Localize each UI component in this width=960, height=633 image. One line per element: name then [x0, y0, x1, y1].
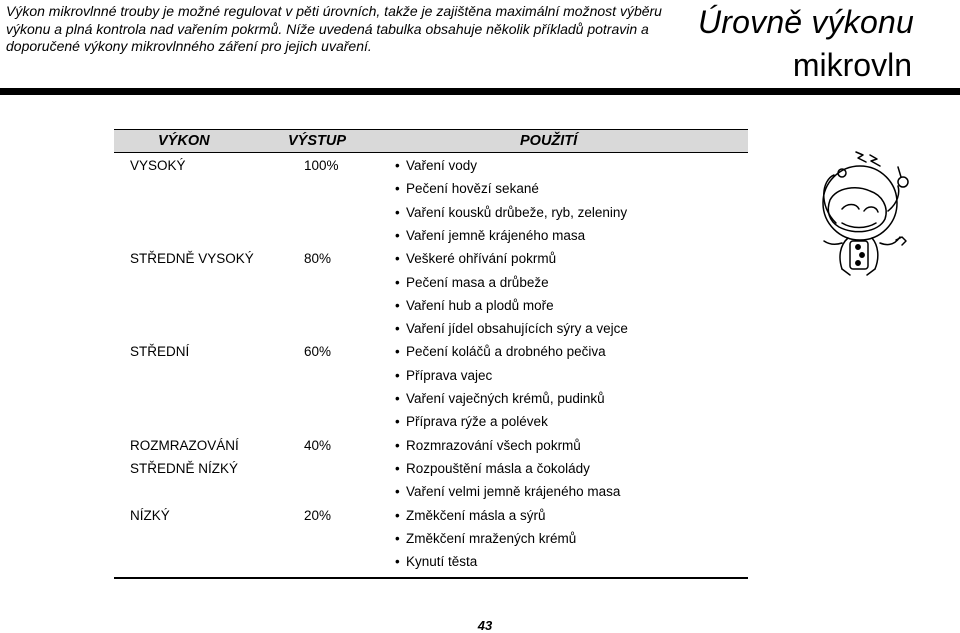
use-list-item [395, 368, 492, 384]
use-text: Vaření jídel obsahujících sýry a vejce [406, 321, 628, 337]
power-level-label: ROZMRAZOVÁNÍ [130, 437, 239, 453]
bullet-icon: • [395, 344, 400, 360]
intro-paragraph: Výkon mikrovlnné trouby je možné regulovat v pěti úrovních, takže je zajištěna maximální možnost výběru výkonu a plná kontrola nad vařením pokrmů. Níže uvedená tabulka obsahuje několik příkladů potravin a doporučené výkony mikrovlnného záření pro jejich uvaření. [6, 3, 662, 54]
use-list-item [395, 531, 576, 547]
use-text: Pečení koláčů a drobného pečiva [406, 344, 606, 360]
header-power: VÝKON [158, 133, 210, 149]
power-output-value: 60% [304, 344, 332, 360]
use-list-item [395, 344, 606, 360]
use-list-item [395, 321, 628, 337]
use-list-item [395, 484, 620, 500]
use-text: Rozmrazování všech pokrmů [406, 437, 581, 453]
power-output-value: 40% [304, 437, 332, 453]
bullet-icon: • [395, 460, 400, 476]
bullet-icon: • [395, 297, 400, 313]
use-text: Vaření vody [406, 158, 478, 173]
use-list-item [395, 508, 546, 524]
use-list-item [395, 275, 549, 291]
page-subtitle: mikrovln [792, 47, 912, 83]
use-text: Změkčení mražených krémů [406, 530, 577, 546]
use-text: Vaření vaječných krémů, pudinků [406, 391, 605, 406]
use-list-item [395, 414, 548, 430]
use-text: Vaření hub a plodů moře [406, 297, 554, 313]
use-list-item [395, 554, 477, 570]
bullet-icon: • [395, 181, 400, 197]
use-list-item [395, 251, 556, 267]
bullet-icon: • [395, 251, 400, 267]
header-output: VÝSTUP [288, 133, 347, 149]
bullet-icon: • [395, 554, 400, 570]
bullet-icon: • [395, 530, 400, 546]
microwave-mascot-icon [812, 145, 930, 279]
bullet-icon: • [395, 274, 400, 290]
use-text: Veškeré ohřívání pokrmů [406, 251, 557, 267]
bullet-icon: • [395, 367, 400, 383]
bullet-icon: • [395, 227, 400, 243]
use-list-item [395, 228, 585, 244]
bullet-icon: • [395, 507, 400, 523]
use-text: Rozpouštění másla a čokolády [406, 460, 590, 476]
power-level-label: VYSOKÝ [130, 158, 186, 173]
use-text: Vaření velmi jemně krájeného masa [406, 484, 621, 500]
power-level-label: NÍZKÝ [130, 507, 170, 523]
bullet-icon: • [395, 391, 400, 406]
use-list-item [395, 298, 554, 314]
power-output-value: 80% [304, 251, 332, 267]
page-title: Úrovně výkonu [697, 4, 914, 40]
bullet-icon: • [395, 321, 400, 337]
power-level-label: STŘEDNĚ VYSOKÝ [130, 251, 254, 267]
table-bottom-rule [114, 577, 748, 579]
power-output-value: 100% [304, 158, 339, 173]
use-text: Vaření kousků drůbeže, ryb, zeleniny [406, 204, 628, 220]
use-list-item [395, 205, 627, 221]
power-level-label: STŘEDNĚ NÍZKÝ [130, 460, 239, 476]
use-list-item [395, 461, 590, 477]
use-text: Příprava rýže a polévek [406, 414, 548, 430]
use-text: Změkčení másla a sýrů [406, 507, 546, 523]
bullet-icon: • [395, 158, 400, 173]
table-header [114, 129, 748, 153]
power-output-value: 20% [304, 507, 332, 523]
use-list-item [395, 158, 477, 174]
bullet-icon: • [395, 437, 400, 453]
header-rule [0, 88, 960, 95]
bullet-icon: • [395, 414, 400, 430]
power-level-label: STŘEDNÍ [130, 344, 190, 360]
use-text: Kynutí těsta [406, 554, 478, 570]
page-number: 43 [477, 618, 493, 633]
header-use: POUŽITÍ [520, 133, 578, 149]
use-text: Vaření jemně krájeného masa [406, 227, 586, 243]
use-text: Pečení masa a drůbeže [406, 274, 549, 290]
use-text: Pečení hovězí sekané [406, 181, 539, 197]
use-list-item [395, 181, 539, 197]
use-list-item [395, 438, 581, 454]
use-list-item [395, 391, 605, 407]
bullet-icon: • [395, 204, 400, 220]
use-text: Příprava vajec [406, 367, 493, 383]
bullet-icon: • [395, 484, 400, 500]
